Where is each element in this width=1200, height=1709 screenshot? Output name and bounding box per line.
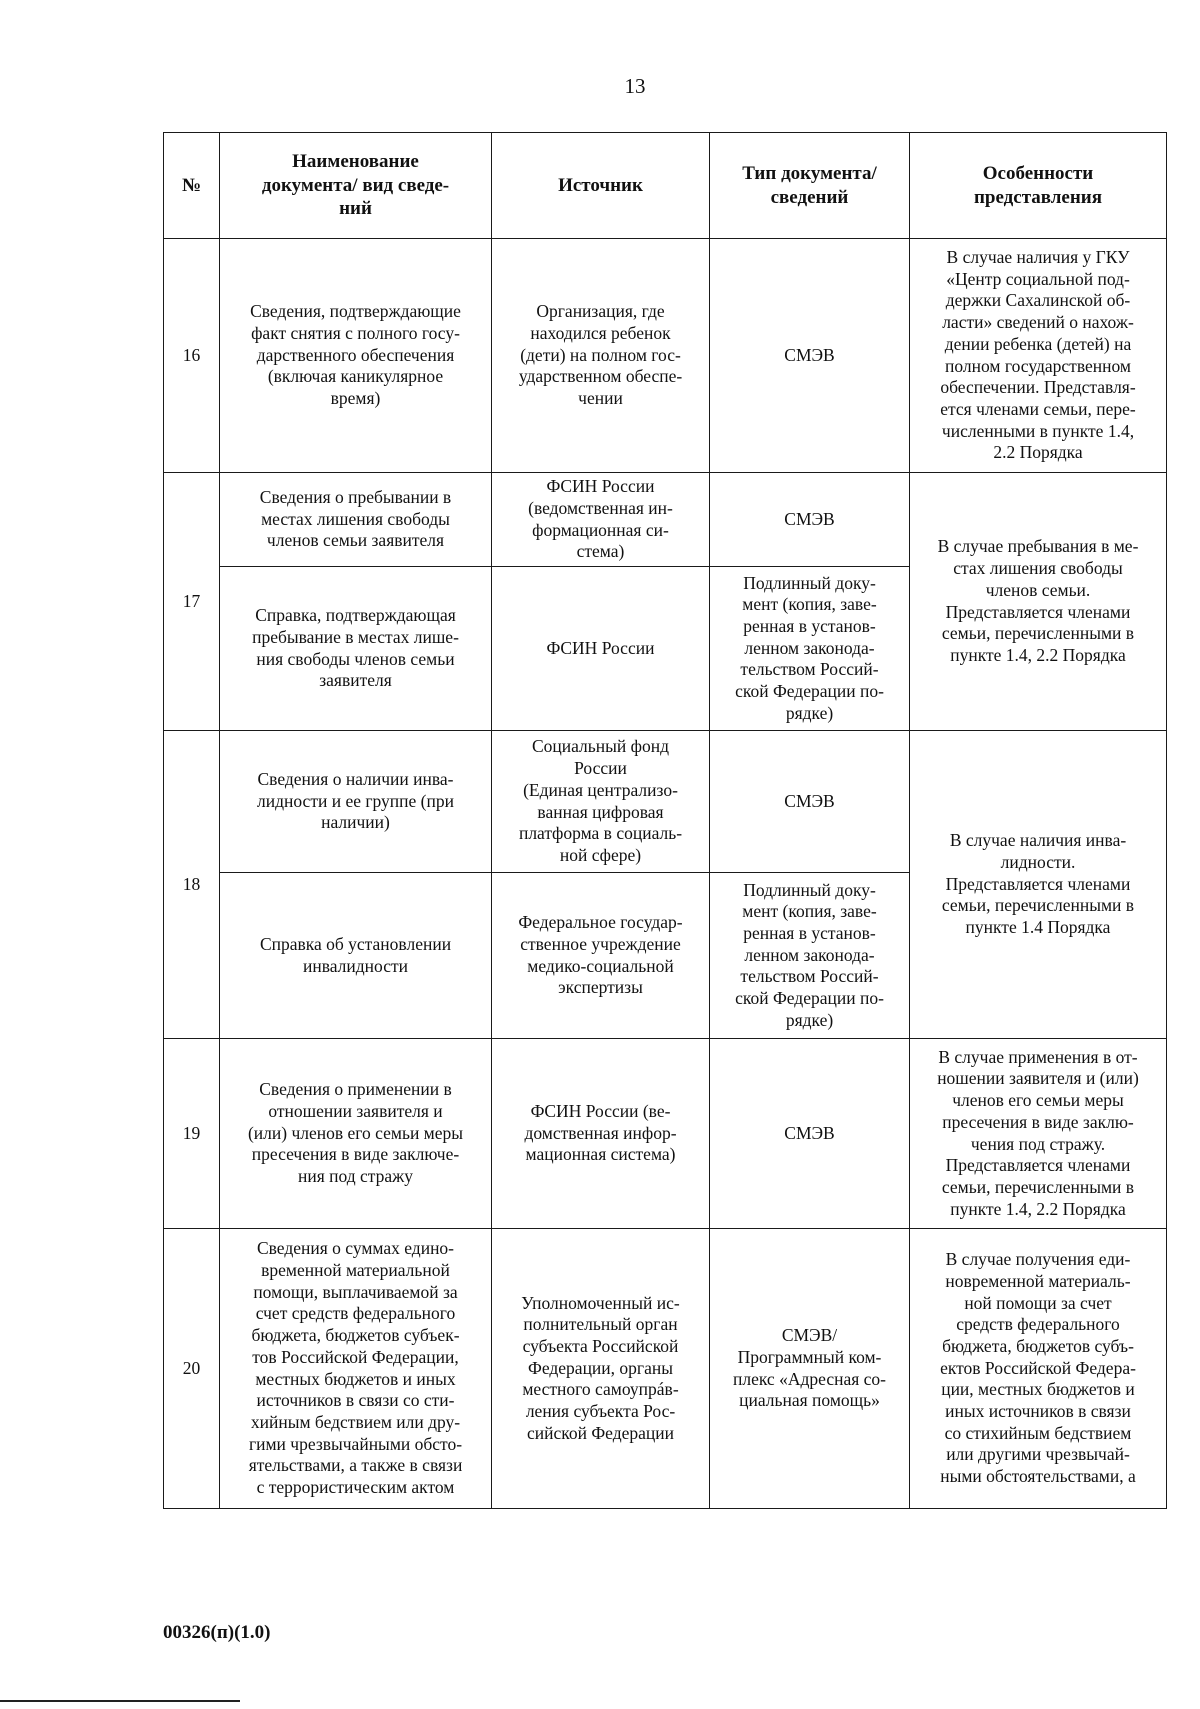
document-code: 00326(п)(1.0) [163,1622,271,1643]
document-type-cell: СМЭВ [710,1039,910,1229]
document-name-cell: Сведения о применении в отношении заявителя и (или) членов его семьи меры пресечения в виде заключе- ния под стражу [220,1039,492,1229]
header-document-type: Тип документа/ сведений [710,133,910,239]
source-cell: ФСИН России (ве- домственная инфор- мационная система) [492,1039,710,1229]
header-number: № [164,133,220,239]
header-document-name: Наименование документа/ вид сведе- ний [220,133,492,239]
row-number: 16 [164,239,220,473]
features-cell: В случае наличия инва- лидности. Представляется членами семьи, перечисленными в пункте 1.4 Порядка [910,731,1167,1039]
source-cell: Социальный фонд России (Единая централизо- ванная цифровая платформа в социаль- ной сфере) [492,731,710,873]
page-number: 13 [624,74,646,98]
document-name-cell: Справка об установлении инвалидности [220,873,492,1039]
row-number: 17 [164,473,220,731]
document-type-cell: СМЭВ [710,239,910,473]
features-cell: В случае применения в от- ношении заявителя и (или) членов его семьи меры пресечения в виде заклю- чения под стражу. Представляется членами семьи, перечисленными в пункте 1.4, 2.2 Порядка [910,1039,1167,1229]
document-name-cell: Справка, подтверждающая пребывание в местах лише- ния свободы членов семьи заявителя [220,567,492,731]
row-number: 18 [164,731,220,1039]
row-number: 20 [164,1229,220,1509]
document-name-cell: Сведения о пребывании в местах лишения свободы членов семьи заявителя [220,473,492,567]
source-cell: Уполномоченный ис- полнительный орган субъекта Российской Федерации, органы местного самоупрáв- ления субъекта Рос- сийской Федерации [492,1229,710,1509]
row-number: 19 [164,1039,220,1229]
document-type-cell: Подлинный доку- мент (копия, заве- ренная в установ- ленном законода- тельством Россий- ской Федерации по- рядке) [710,873,910,1039]
document-type-cell: СМЭВ [710,473,910,567]
bottom-rule [0,1700,240,1702]
document-name-cell: Сведения, подтверждающие факт снятия с полного госу- дарственного обеспечения (включая каникулярное время) [220,239,492,473]
source-cell: Федеральное государ- ственное учреждение медико-социальной экспертизы [492,873,710,1039]
table-header-row [164,133,1167,239]
table-row [164,1229,1167,1509]
header-source: Источник [492,133,710,239]
features-cell: В случае пребывания в ме- стах лишения свободы членов семьи. Представляется членами семьи, перечисленными в пункте 1.4, 2.2 Порядка [910,473,1167,731]
documents-table [163,132,1167,1509]
features-cell: В случае наличия у ГКУ «Центр социальной под- держки Сахалинской об- ласти» сведений о нахож- дении ребенка (детей) на полном государственном обеспечении. Представля- ется членами семьи, пере- численными в пункте 1.4, 2.2 Порядка [910,239,1167,473]
table-row [164,239,1167,473]
document-type-cell: Подлинный доку- мент (копия, заве- ренная в установ- ленном законода- тельством Россий- ской Федерации по- рядке) [710,567,910,731]
features-cell: В случае получения еди- новременной материаль- ной помощи за счет средств федерального бюджета, бюджетов субъ- ектов Российской Федера- ции, местных бюджетов и иных источников в связи со стихийным бедствием или другими чрезвычай- ными обстоятельствами, а [910,1229,1167,1509]
document-name-cell: Сведения о наличии инва- лидности и ее группе (при наличии) [220,731,492,873]
document-type-cell: СМЭВ/ Программный ком- плекс «Адресная со- циальная помощь» [710,1229,910,1509]
table-row [164,1039,1167,1229]
source-cell: Организация, где находился ребенок (дети) на полном гос- ударственном обеспе- чении [492,239,710,473]
header-features: Особенности представления [910,133,1167,239]
source-cell: ФСИН России (ведомственная ин- формационная си- стема) [492,473,710,567]
table-row [164,731,1167,873]
source-cell: ФСИН России [492,567,710,731]
document-type-cell: СМЭВ [710,731,910,873]
table-row [164,473,1167,567]
document-name-cell: Сведения о суммах едино- временной материальной помощи, выплачиваемой за счет средств федерального бюджета, бюджетов субъек- тов Российской Федерации, местных бюджетов и иных источников в связи со сти- хийным бедствием или дру- гими чрезвычайными обсто- ятельствами, а также в связи с террористическим актом [220,1229,492,1509]
